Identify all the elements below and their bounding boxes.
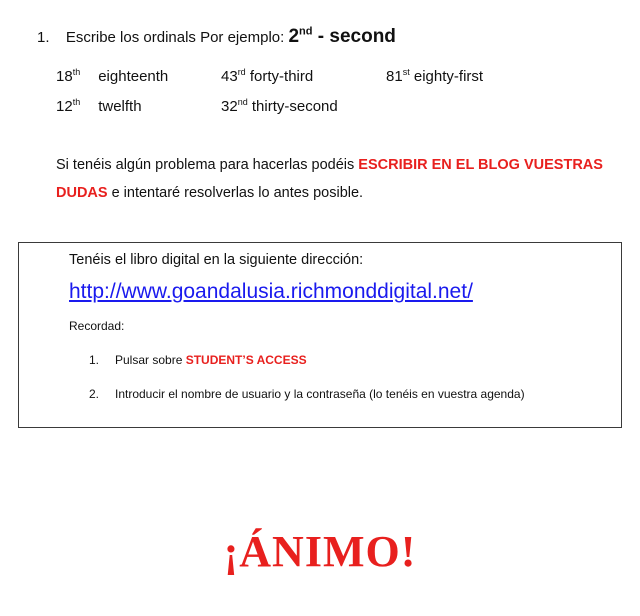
exercise-prompt: Escribe los ordinals Por ejemplo:	[65, 29, 285, 46]
animo-title: ¡ÁNIMO!	[223, 527, 417, 576]
students-access-highlight: STUDENT’S ACCESS	[185, 353, 307, 367]
book-link[interactable]: http://www.goandalusia.richmonddigital.net/	[69, 280, 473, 303]
example-ordinal: 2nd - second	[288, 25, 396, 47]
help-paragraph: Si tenéis algún problema para hacerlas podéis ESCRIBIR EN EL BLOG VUESTRAS DUDAS e intentaré resolverlas lo antes posible.	[56, 157, 603, 201]
ordinal-item: 32nd thirty-second	[221, 97, 338, 115]
ordinal-item: 81st eighty-first	[386, 67, 484, 85]
recordad-label: Recordad:	[69, 319, 125, 333]
digital-book-box	[18, 242, 622, 428]
exercise-number: 1.	[37, 29, 50, 46]
step-item: 1. Pulsar sobre STUDENT’S ACCESS	[89, 353, 307, 367]
blog-highlight: ESCRIBIR EN EL BLOG VUESTRAS	[358, 157, 603, 173]
dudas-highlight: DUDAS	[56, 185, 108, 201]
ordinal-item: 43rd forty-third	[221, 67, 314, 85]
ordinal-item: 18th eighteenth	[56, 67, 169, 85]
exercise-1	[37, 26, 396, 48]
box-intro: Tenéis el libro digital en la siguiente dirección:	[69, 252, 364, 268]
step-item: 2. Introducir el nombre de usuario y la contraseña (lo tenéis en vuestra agenda)	[89, 387, 525, 401]
ordinal-item: 12th twelfth	[56, 97, 142, 115]
